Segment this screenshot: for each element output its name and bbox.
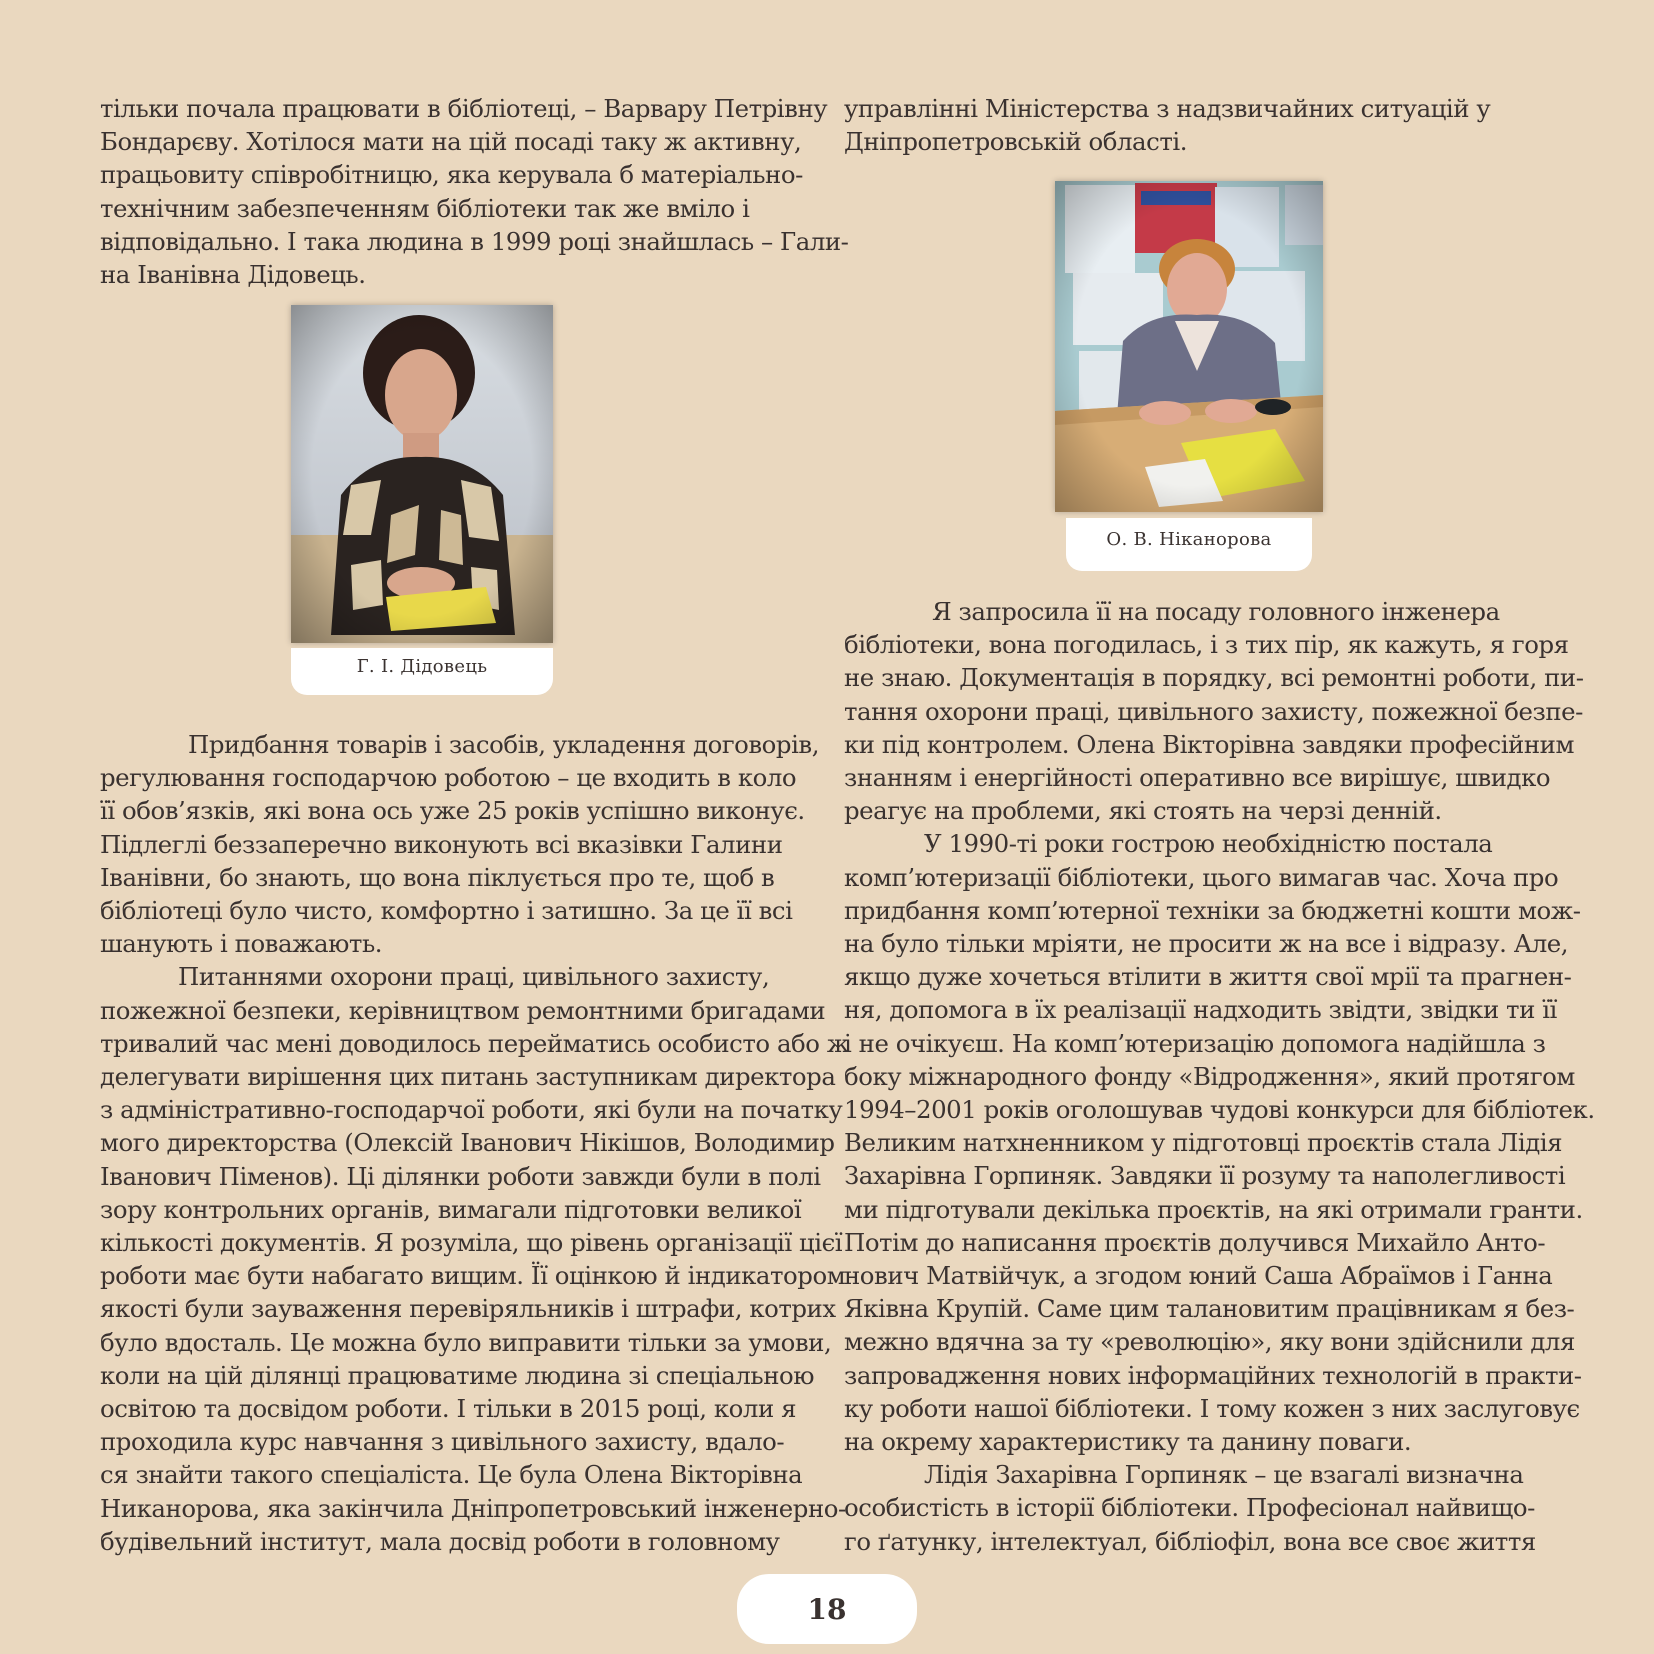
text-line: і не очікуєш. На комп’ютеризацію допомога надійшла з xyxy=(844,1028,1546,1058)
text-line: коли на цій ділянці працюватиме людина зі спеціальною xyxy=(100,1360,815,1390)
text-line: тання охорони праці, цивільного захисту, пожежної безпе- xyxy=(844,696,1583,726)
left-column xyxy=(100,92,849,291)
text-line: реагує на проблеми, які стоять на черзі денній. xyxy=(844,796,1442,826)
text-line: якості були зауваження перевіряльників і штрафи, котрих xyxy=(100,1294,836,1324)
text-line: бібліотеці було чисто, комфортно і затишно. За це її всі xyxy=(100,896,793,926)
text-line: Іванович Піменов). Ці ділянки роботи завжди були в полі xyxy=(100,1161,821,1191)
photo-nikanorova xyxy=(1055,181,1323,512)
caption-nikanorova: О. В. Ніканорова xyxy=(1066,518,1312,571)
text-line: проходила курс навчання з цивільного захисту, вдало- xyxy=(100,1427,785,1457)
text-line: мого директорства (Олексій Іванович Нікішов, Володимир xyxy=(100,1128,835,1158)
text-line: Лідія Захарівна Горпиняк – це взагалі визначна xyxy=(924,1460,1524,1490)
text-line: шанують і поважають. xyxy=(100,929,383,959)
text-line: го ґатунку, інтелектуал, бібліофіл, вона все своє життя xyxy=(844,1526,1536,1556)
right-top-paragraph xyxy=(844,92,1556,158)
text-line: У 1990-ті роки гострою необхідністю постала xyxy=(924,829,1493,859)
text-line: кількості документів. Я розуміла, що рівень організації цієї xyxy=(100,1228,843,1258)
right-bottom-paragraphs xyxy=(844,595,1595,1558)
text-line: не знаю. Документація в порядку, всі ремонтні роботи, пи- xyxy=(844,663,1584,693)
text-line: відповідально. І така людина в 1999 році знайшлась – Гали- xyxy=(100,226,849,256)
text-line: на окрему характеристику та данину поваги. xyxy=(844,1427,1412,1457)
left-bottom-paragraphs xyxy=(100,728,849,1558)
text-line: запровадження нових інформаційних технологій в практи- xyxy=(844,1360,1582,1390)
left-top-paragraph xyxy=(100,92,849,291)
text-line: боку міжнародного фонду «Відродження», який протягом xyxy=(844,1061,1575,1091)
text-line: делегувати вирішення цих питань заступникам директора xyxy=(100,1062,836,1092)
text-line: ня, допомога в їх реалізації надходить звідти, звідки ти її xyxy=(844,995,1557,1025)
portrait-image xyxy=(1055,181,1323,512)
text-line: якщо дуже хочеться втілити в життя свої мрії та прагнен- xyxy=(844,962,1572,992)
text-line: регулювання господарчою роботою – це входить в коло xyxy=(100,763,797,793)
text-line: ку роботи нашої бібліотеки. І тому кожен з них заслуговує xyxy=(844,1393,1580,1423)
right-bottom-column xyxy=(844,595,1595,1558)
text-line: нович Матвійчук, а згодом юний Саша Абраїмов і Ганна xyxy=(844,1261,1553,1291)
text-line: Дніпропетровській області. xyxy=(844,127,1188,157)
text-line: управлінні Міністерства з надзвичайних ситуацій у xyxy=(844,94,1491,123)
text-line: Питаннями охорони праці, цивільного захисту, xyxy=(178,962,770,992)
text-line: Великим натхненником у підготовці проєктів стала Лідія xyxy=(844,1128,1563,1158)
text-line: пожежної безпеки, керівництвом ремонтними бригадами xyxy=(100,995,826,1025)
text-line: Підлеглі беззаперечно виконують всі вказівки Галини xyxy=(100,829,783,859)
photo-didovets xyxy=(291,305,553,643)
text-line: Бондарєву. Хотілося мати на цій посаді таку ж активну, xyxy=(100,127,802,157)
text-line: Придбання товарів і засобів, укладення договорів, xyxy=(188,730,820,759)
text-line: Я запросила її на посаду головного інженера xyxy=(932,597,1500,626)
right-column xyxy=(844,92,1556,158)
text-line: особистість в історії бібліотеки. Професіонал найвищо- xyxy=(844,1493,1535,1523)
portrait-image xyxy=(291,305,553,643)
text-line: на Іванівна Дідовець. xyxy=(100,260,366,290)
text-line: Яківна Крупій. Саме цим талановитим працівникам я без- xyxy=(844,1294,1575,1324)
text-line: Захарівна Горпиняк. Завдяки її розуму та наполегливості xyxy=(844,1161,1566,1191)
text-line: тільки почала працювати в бібліотеці, – Варвару Петрівну xyxy=(100,94,828,123)
left-bottom-column xyxy=(100,728,849,1558)
text-line: будівельний інститут, мала досвід роботи в головному xyxy=(100,1526,780,1556)
page-number: 18 xyxy=(737,1574,917,1644)
text-line: Никанорова, яка закінчила Дніпропетровський інженерно- xyxy=(100,1493,846,1523)
text-line: межно вдячна за ту «революцію», яку вони здійснили для xyxy=(844,1327,1575,1357)
text-line: тривалий час мені доводилось перейматись особисто або ж xyxy=(100,1028,849,1058)
text-line: зору контрольних органів, вимагали підготовки великої xyxy=(100,1194,802,1224)
text-line: ки під контролем. Олена Вікторівна завдяки професійним xyxy=(844,729,1574,759)
text-line: було вдосталь. Це можна було виправити тільки за умови, xyxy=(100,1327,832,1357)
text-line: комп’ютеризації бібліотеки, цього вимагав час. Хоча про xyxy=(844,862,1559,892)
text-line: придбання комп’ютерної техніки за бюджетні кошти мож- xyxy=(844,895,1581,925)
text-line: на було тільки мріяти, не просити ж на все і відразу. Але, xyxy=(844,929,1569,959)
text-line: працьовиту співробітницю, яка керувала б матеріально- xyxy=(100,160,803,190)
text-line: технічним забезпеченням бібліотеки так же вміло і xyxy=(100,193,750,223)
caption-didovets: Г. І. Дідовець xyxy=(291,648,553,695)
text-line: її обов’язків, які вона ось уже 25 років успішно виконує. xyxy=(100,796,805,826)
text-line: ми підготували декілька проєктів, на які отримали гранти. xyxy=(844,1194,1583,1224)
text-line: 1994–2001 років оголошував чудові конкурси для бібліотек. xyxy=(844,1095,1595,1125)
text-line: роботи має бути набагато вищим. Її оцінкою й індикатором xyxy=(100,1261,846,1291)
text-line: знанням і енергійності оперативно все вирішує, швидко xyxy=(844,763,1551,793)
text-line: бібліотеки, вона погодилась, і з тих пір, як кажуть, я горя xyxy=(844,630,1569,660)
text-line: Потім до написання проєктів долучився Михайло Анто- xyxy=(844,1227,1546,1257)
text-line: ся знайти такого спеціаліста. Це була Олена Вікторівна xyxy=(100,1460,803,1490)
text-line: освітою та досвідом роботи. І тільки в 2015 році, коли я xyxy=(100,1394,797,1424)
text-line: з адміністративно-господарчої роботи, які були на початку xyxy=(100,1095,843,1125)
text-line: Іванівни, бо знають, що вона піклується про те, щоб в xyxy=(100,862,775,892)
